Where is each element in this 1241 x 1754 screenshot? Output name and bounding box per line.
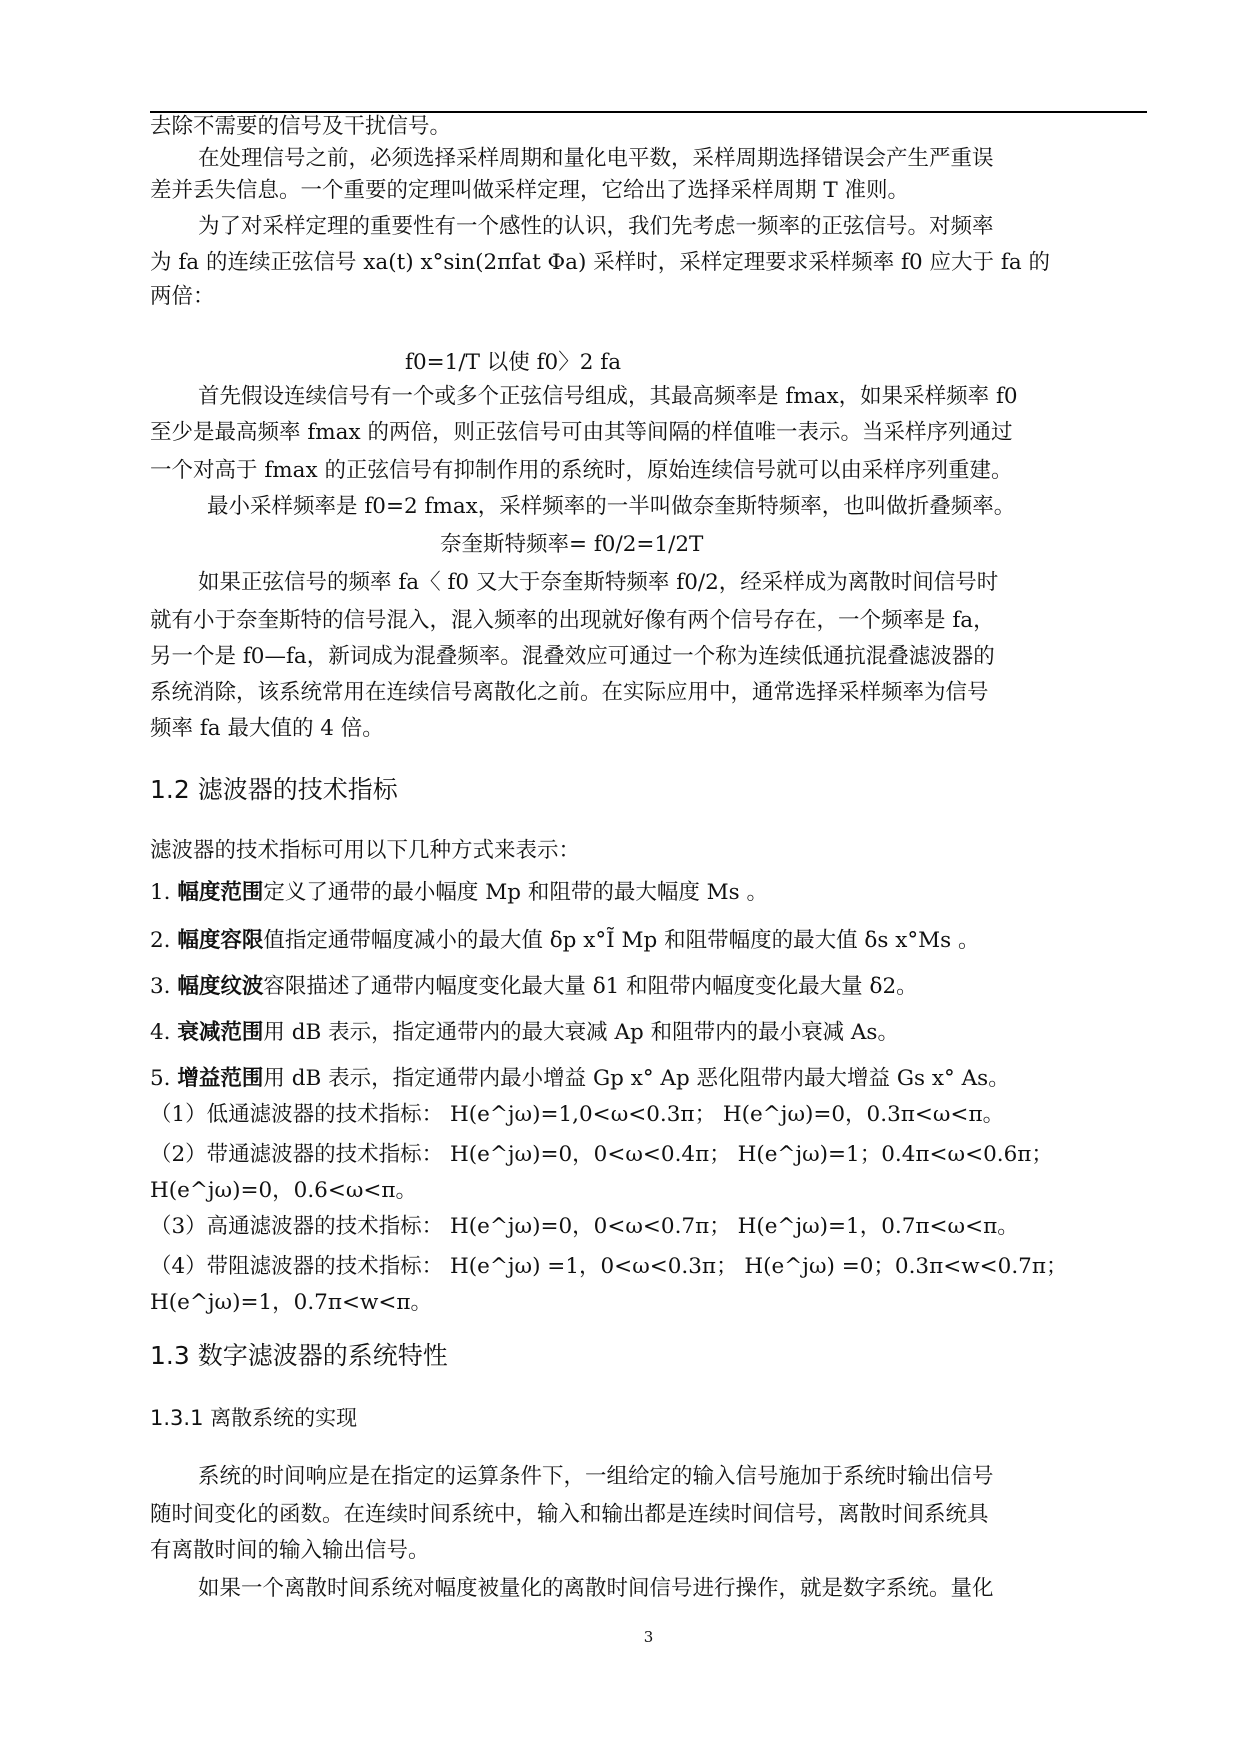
- text-line: 两倍：: [150, 284, 215, 309]
- spec-item: 2. 幅度容限值指定通带幅度减小的最大值 δp x°Ĩ Mp 和阻带幅度的最大值 δs x°Ms 。: [150, 928, 980, 953]
- text-line: 最小采样频率是 f0=2 fmax，采样频率的一半叫做奈奎斯特频率，也叫做折叠频率。: [207, 494, 1016, 519]
- filter-spec: （4）带阻滤波器的技术指标： H(e^jω) =1，0<ω<0.3π； H(e^jω) =0；0.3π<w<0.7π；: [150, 1254, 1068, 1279]
- text-line: 如果一个离散时间系统对幅度被量化的离散时间信号进行操作，就是数字系统。量化: [198, 1576, 994, 1601]
- filter-spec: H(e^jω)=0，0.6<ω<π。: [150, 1178, 418, 1203]
- section-heading: 1.3 数字滤波器的系统特性: [150, 1341, 448, 1370]
- subsection-heading: 1.3.1 离散系统的实现: [150, 1406, 358, 1430]
- text-line: 一个对高于 fmax 的正弦信号有抑制作用的系统时，原始连续信号就可以由采样序列重建。: [150, 458, 1013, 483]
- text-line: 在处理信号之前，必须选择采样周期和量化电平数，采样周期选择错误会产生严重误: [198, 146, 994, 171]
- text-line: 频率 fa 最大值的 4 倍。: [150, 716, 384, 741]
- text-line: 就有小于奈奎斯特的信号混入，混入频率的出现就好像有两个信号存在，一个频率是 fa，: [150, 608, 995, 633]
- filter-spec: H(e^jω)=1，0.7π<w<π。: [150, 1290, 433, 1315]
- text-line: 为 fa 的连续正弦信号 xa(t) x°sin(2πfat Φa) 采样时，采样定理要求采样频率 f0 应大于 fa 的: [150, 250, 1050, 275]
- text-line: 为了对采样定理的重要性有一个感性的认识，我们先考虑一频率的正弦信号。对频率: [198, 214, 994, 239]
- text-line: 差并丢失信息。一个重要的定理叫做采样定理，它给出了选择采样周期 T 准则。: [150, 178, 910, 203]
- text-line: 有离散时间的输入输出信号。: [150, 1538, 430, 1563]
- text-line: 滤波器的技术指标可用以下几种方式来表示：: [150, 838, 581, 863]
- text-line: 去除不需要的信号及干扰信号。: [150, 114, 452, 139]
- spec-item: 5. 增益范围用 dB 表示，指定通带内最小增益 Gp x° Ap 恶化阻带内最大增益 Gs x° As。: [150, 1066, 1010, 1091]
- page-number: 3: [643, 1628, 654, 1646]
- spec-item: 4. 衰减范围用 dB 表示，指定通带内的最大衰减 Ap 和阻带内的最小衰减 As。: [150, 1020, 899, 1045]
- text-line: 系统的时间响应是在指定的运算条件下，一组给定的输入信号施加于系统时输出信号: [198, 1464, 994, 1489]
- filter-spec: （1）低通滤波器的技术指标： H(e^jω)=1,0<ω<0.3π； H(e^jω)=0，0.3π<ω<π。: [150, 1102, 1005, 1127]
- filter-spec: （3）高通滤波器的技术指标： H(e^jω)=0，0<ω<0.7π； H(e^jω)=1，0.7π<ω<π。: [150, 1214, 1019, 1239]
- section-heading: 1.2 滤波器的技术指标: [150, 775, 398, 804]
- spec-item: 1. 幅度范围定义了通带的最小幅度 Mp 和阻带的最大幅度 Ms 。: [150, 880, 769, 905]
- formula-line: 奈奎斯特频率= f0/2=1/2T: [440, 532, 704, 557]
- text-line: 系统消除，该系统常用在连续信号离散化之前。在实际应用中，通常选择采样频率为信号: [150, 680, 989, 705]
- filter-spec: （2）带通滤波器的技术指标： H(e^jω)=0，0<ω<0.4π； H(e^jω)=1；0.4π<ω<0.6π；: [150, 1142, 1053, 1167]
- text-line: 如果正弦信号的频率 fa〈 f0 又大于奈奎斯特频率 f0/2，经采样成为离散时间信号时: [198, 570, 999, 595]
- text-line: 首先假设连续信号有一个或多个正弦信号组成，其最高频率是 fmax，如果采样频率 f0: [198, 384, 1018, 409]
- formula-line: f0=1/T 以使 f0〉2 fa: [405, 350, 622, 375]
- text-line: 另一个是 f0—fa，新词成为混叠频率。混叠效应可通过一个称为连续低通抗混叠滤波器的: [150, 644, 995, 669]
- text-line: 至少是最高频率 fmax 的两倍，则正弦信号可由其等间隔的样值唯一表示。当采样序列通过: [150, 420, 1013, 445]
- text-line: 随时间变化的函数。在连续时间系统中，输入和输出都是连续时间信号，离散时间系统具: [150, 1502, 989, 1527]
- spec-item: 3. 幅度纹波容限描述了通带内幅度变化最大量 δ1 和阻带内幅度变化最大量 δ2。: [150, 974, 918, 999]
